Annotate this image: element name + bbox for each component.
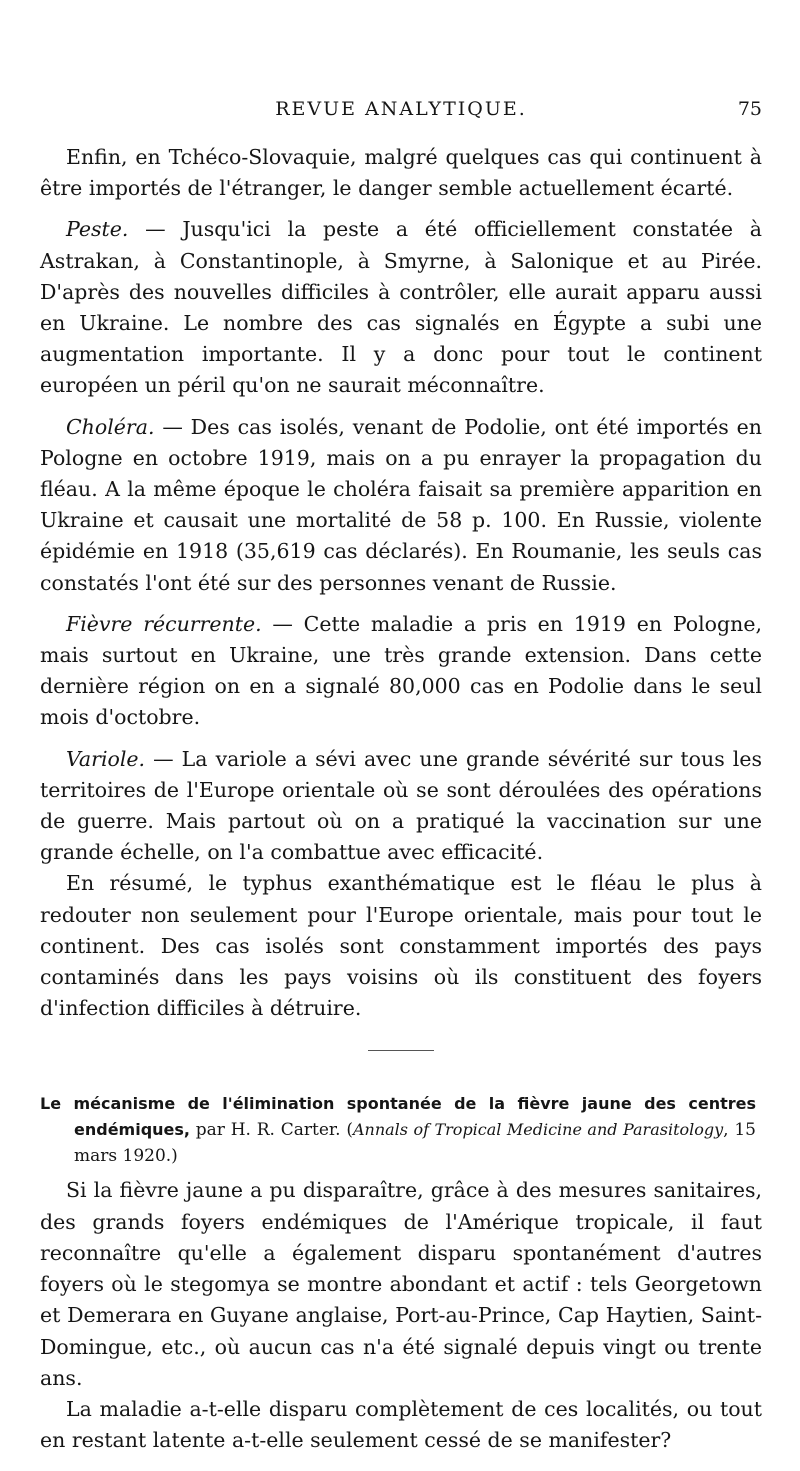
abstract-paragraph: Si la fièvre jaune a pu disparaître, grâce à des mesures sanitaires, des grands foyers endémiques de l'Amérique tropicale, il faut reconnaître qu'elle a également disparu spontanément d'autres foyers où le stegomya se montre abondant et actif : tels Georgetown et Demerara en Guyane anglaise, Port-au-Prince, Cap Haytien, Saint-Domingue, etc., où aucun cas n'a été signalé depuis vingt ou trente ans. <box>40 1178 762 1390</box>
abstract-journal: Annals of Tropical Medicine and Parasitology <box>352 1120 724 1140</box>
abstract-title: Le mécanisme de l'élimination spontanée de la fièvre jaune des centres endémiques, <box>40 1094 756 1140</box>
section-lead-fievre-recurrente: Fièvre récurrente. <box>66 611 262 636</box>
paragraph-tcheco-slovaquie <box>40 142 762 204</box>
paragraph-text: Enfin, en Tchéco-Slovaquie, malgré quelques cas qui continuent à être importés de l'étranger, le danger semble actuellement écarté. <box>40 145 762 201</box>
paragraph-text: — Cette maladie a pris en 1919 en Pologne, mais surtout en Ukraine, une très grande extension. Dans cette dernière région on en a signalé 80,000 cas en Podolie dans le seul mois d'octobre. <box>40 611 762 730</box>
paragraph-peste <box>40 214 762 401</box>
paragraph-resume <box>40 868 762 1024</box>
running-header <box>40 98 762 128</box>
article-body <box>40 142 762 1456</box>
section-lead-variole: Variole. <box>66 746 146 771</box>
paragraph-variole <box>40 744 762 869</box>
abstract-paragraph: La maladie a-t-elle disparu complètement de ces localités, ou tout en restant latente a-t-elle seulement cessé de se manifester? <box>40 1396 762 1453</box>
section-lead-cholera: Choléra. <box>66 414 155 439</box>
abstract-date: , 15 mars 1920.) <box>74 1120 756 1167</box>
paragraph-text: En résumé, le typhus exanthématique est le fléau le plus à redouter non seulement pour l'Europe orientale, mais pour tout le continent. Des cas isolés sont constamment importés des pays contaminés dans les pays voisins où ils constituent des foyers d'infection difficiles à détruire. <box>40 871 762 1021</box>
page-number: 75 <box>737 98 762 120</box>
section-lead-peste: Peste. <box>66 217 129 242</box>
paragraph-text: — Jusqu'ici la peste a été officiellement constatée à Astrakan, à Constantinople, à Smyrne, à Salonique et au Pirée. D'après des nouvelles difficiles à contrôler, elle aurait apparu aussi en Ukraine. Le nombre des cas signalés en Égypte a subi une augmentation importante. Il y a donc pour tout le continent européen un péril qu'on ne saurait méconnaître. <box>40 217 762 398</box>
abstract-author: par H. R. Carter. ( <box>190 1120 353 1141</box>
running-title: REVUE ANALYTIQUE. <box>275 98 527 120</box>
abstract-heading <box>40 1091 762 1169</box>
section-separator <box>368 1050 434 1051</box>
paragraph-text: — Des cas isolés, venant de Podolie, ont été importés en Pologne en octobre 1919, mais on a pu enrayer la propagation du fléau. A la même époque le choléra faisait sa première apparition en Ukraine et causait une mortalité de 58 p. 100. En Russie, violente épidémie en 1918 (35,619 cas déclarés). En Roumanie, les seuls cas constatés l'ont été sur des personnes venant de Russie. <box>40 414 762 595</box>
paragraph-fievre-recurrente <box>40 609 762 734</box>
paragraph-text: — La variole a sévi avec une grande sévérité sur tous les territoires de l'Europe orientale où se sont déroulées des opérations de guerre. Mais partout où on a pratiqué la vaccination sur une grande échelle, on l'a combattue avec efficacité. <box>40 746 762 865</box>
paragraph-cholera <box>40 412 762 599</box>
